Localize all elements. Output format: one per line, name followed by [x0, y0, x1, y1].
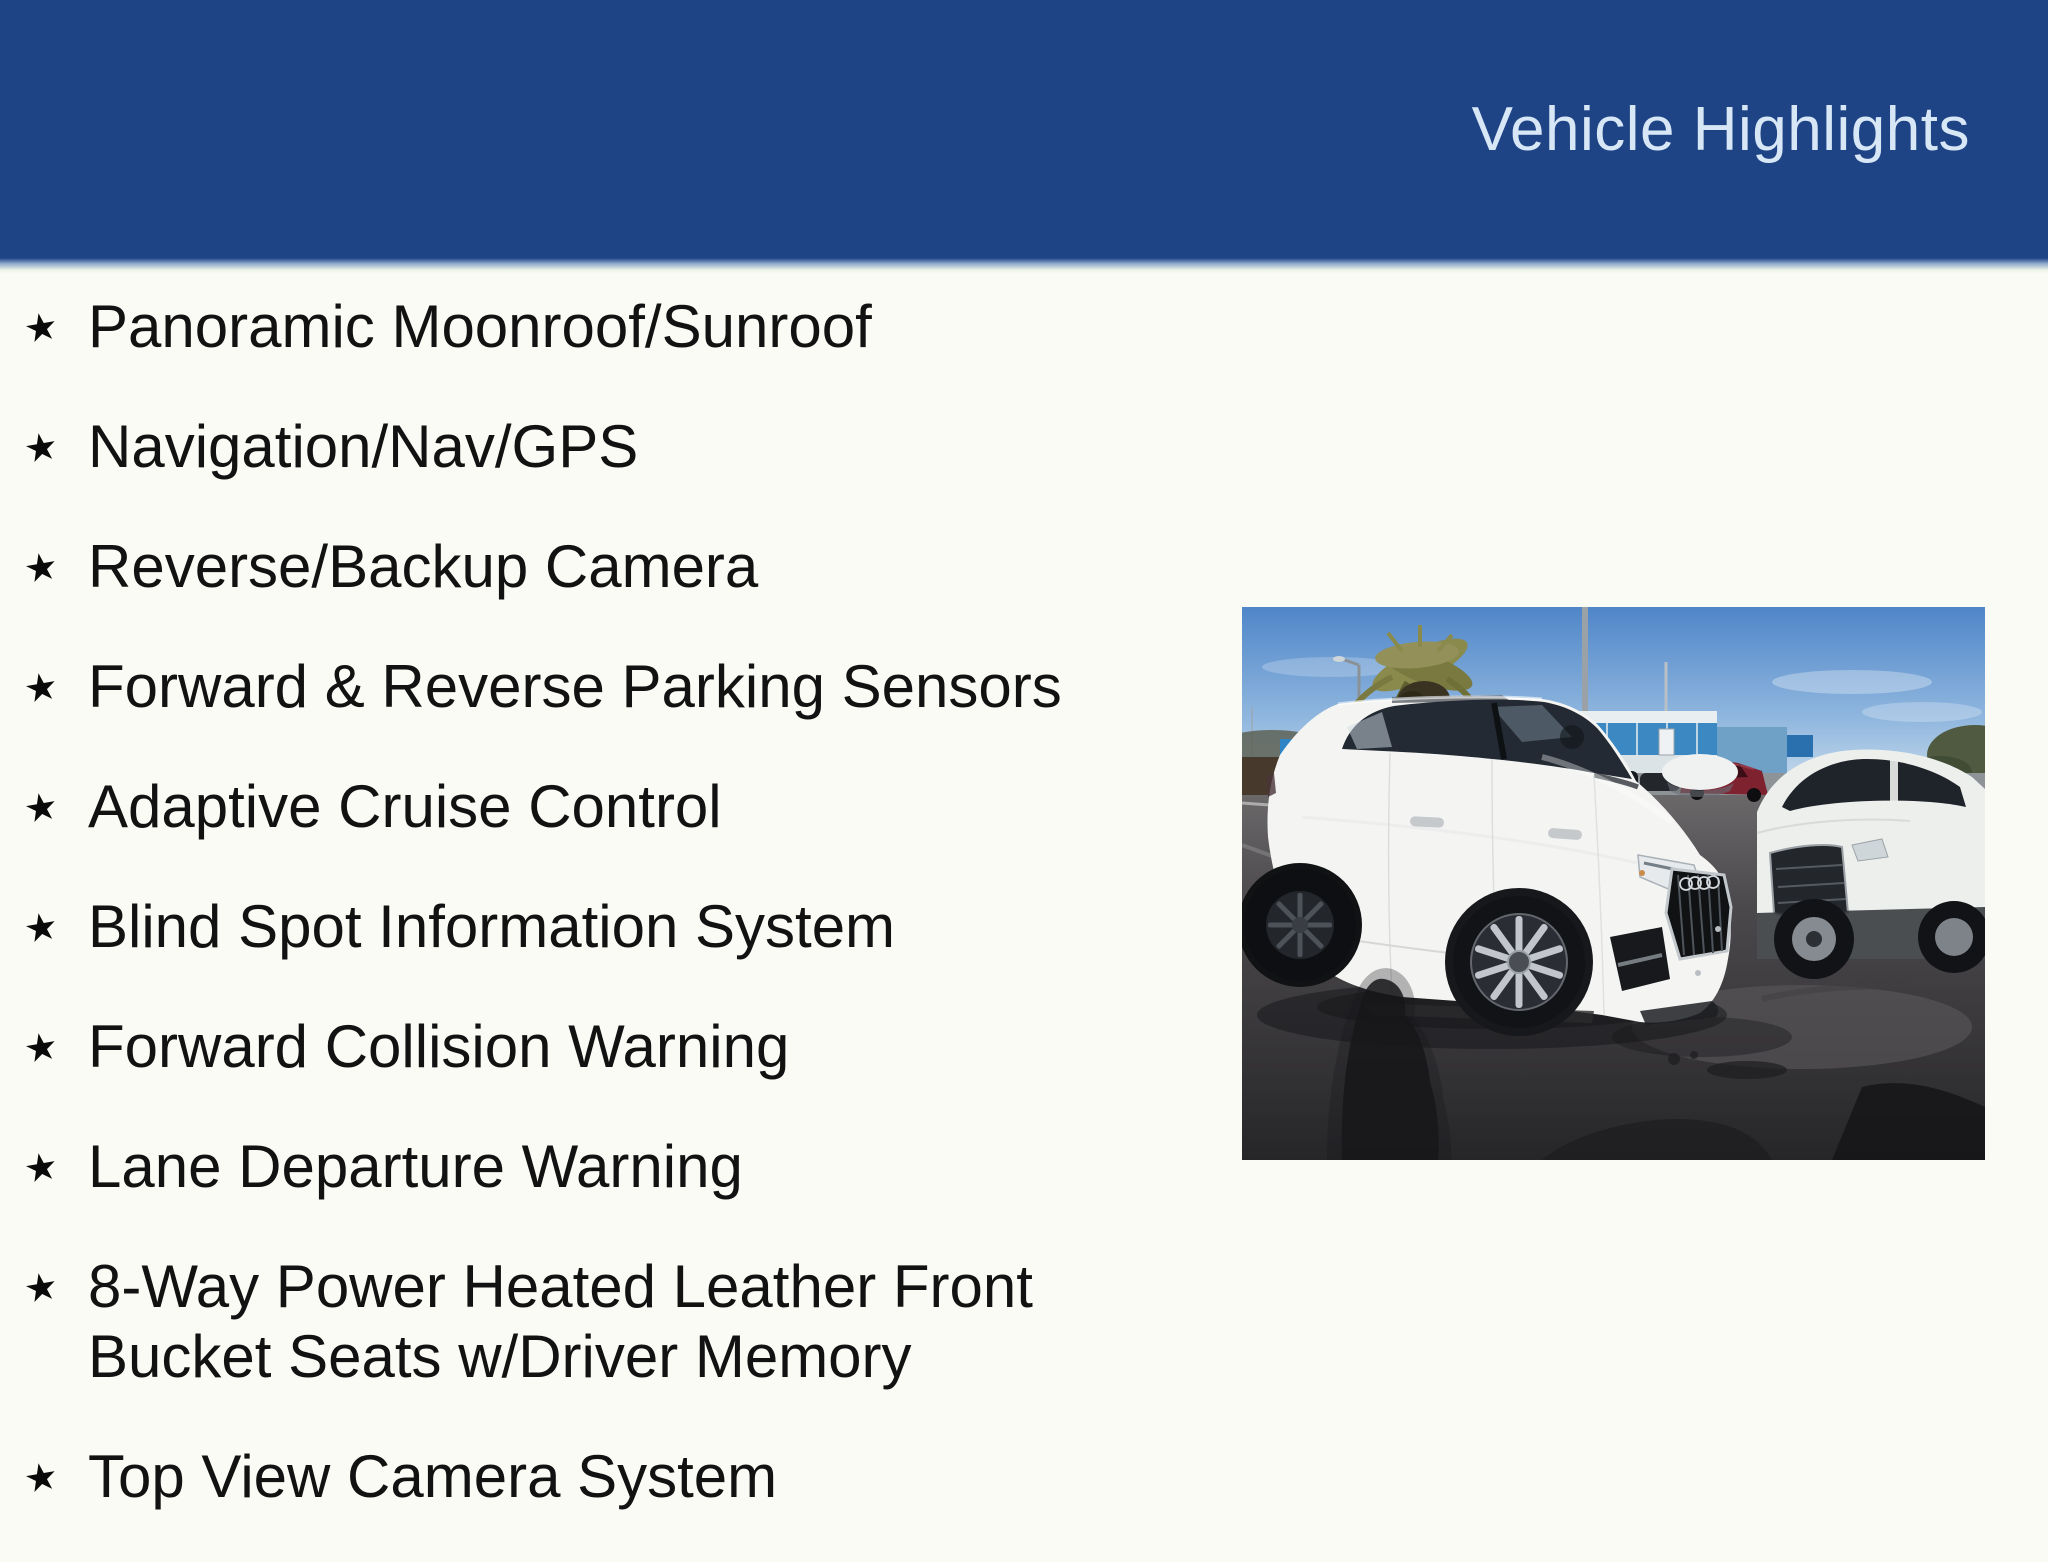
star-icon: ★ [20, 1454, 62, 1503]
list-item [20, 772, 1124, 842]
list-item [20, 1442, 1124, 1512]
list-item-label: Blind Spot Information System [88, 893, 896, 960]
list-item [20, 292, 1124, 362]
list-item [20, 532, 1124, 602]
star-icon: ★ [20, 784, 62, 833]
star-icon: ★ [20, 1144, 62, 1193]
second-suv [1757, 749, 1985, 979]
star-icon: ★ [20, 904, 62, 953]
star-icon: ★ [20, 304, 62, 353]
list-item-label: Adaptive Cruise Control [88, 773, 722, 840]
highlights-list [0, 258, 1124, 1562]
list-item [20, 652, 1124, 722]
list-item-label: 8-Way Power Heated Leather Front Bucket Seats w/Driver Memory [88, 1253, 1033, 1390]
lot-sign [1659, 729, 1674, 755]
list-item-label: Forward Collision Warning [88, 1013, 790, 1080]
star-icon: ★ [20, 664, 62, 713]
front-wheel [1445, 888, 1593, 1036]
rear-wheel [1242, 863, 1362, 987]
star-icon: ★ [20, 1024, 62, 1073]
page-title: Vehicle Highlights [1471, 94, 1970, 164]
header-bar [0, 0, 2048, 258]
list-item [20, 1012, 1124, 1082]
list-item [20, 1132, 1124, 1202]
list-item-label: Lane Departure Warning [88, 1133, 743, 1200]
front-grille [1666, 869, 1731, 959]
cloud [1772, 670, 1932, 694]
side-mirror [1662, 754, 1738, 797]
star-icon: ★ [20, 1264, 62, 1313]
star-icon: ★ [20, 544, 62, 593]
star-icon: ★ [20, 424, 62, 473]
cloud [1862, 702, 1982, 722]
list-item [20, 892, 1124, 962]
list-item [20, 1252, 1124, 1392]
list-item-label: Navigation/Nav/GPS [88, 413, 639, 480]
list-item-label: Reverse/Backup Camera [88, 533, 759, 600]
list-item-label: Panoramic Moonroof/Sunroof [88, 293, 872, 360]
list-item [20, 412, 1124, 482]
list-item-label: Forward & Reverse Parking Sensors [88, 653, 1062, 720]
list-item-label: Top View Camera System [88, 1443, 778, 1510]
vehicle-photo [1242, 607, 1985, 1160]
